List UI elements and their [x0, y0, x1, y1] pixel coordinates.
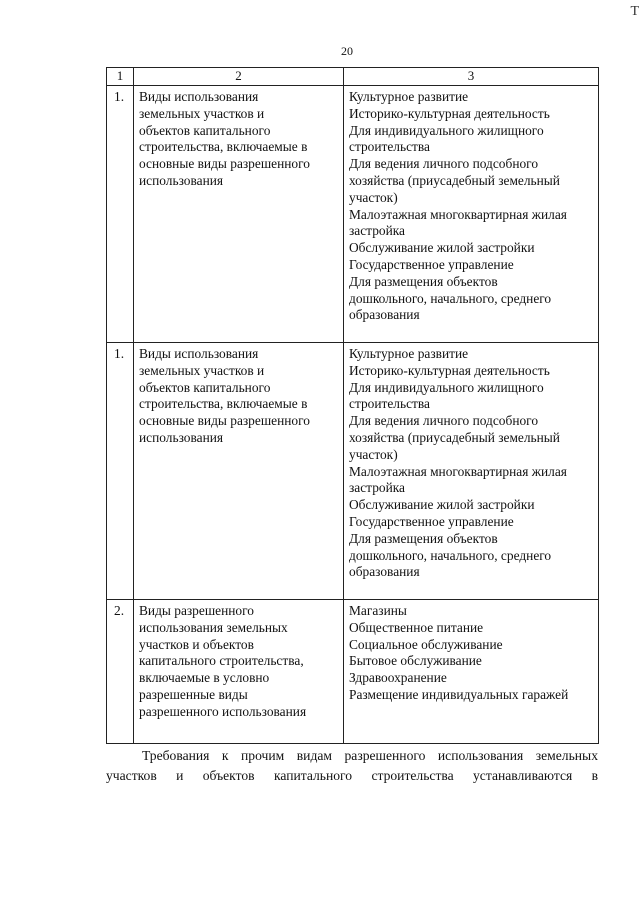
use-type-line: Размещение индивидуальных гаражей — [349, 686, 569, 702]
use-type-line: Малоэтажная многоквартирная жилая — [349, 206, 567, 222]
table-header-row — [107, 68, 599, 86]
category-line: включаемые в условно — [139, 670, 270, 686]
category-line: основные виды разрешенного — [139, 156, 310, 172]
use-type-line: застройка — [349, 223, 405, 239]
use-types-cell — [344, 343, 599, 600]
use-type-line: участок) — [349, 189, 398, 205]
category-line: участков и объектов — [139, 636, 254, 652]
use-type-line: Для размещения объектов — [349, 530, 498, 546]
use-type-line: Малоэтажная многоквартирная жилая — [349, 463, 567, 479]
header-cell-1: 1 — [107, 68, 134, 86]
use-type-line: Государственное управление — [349, 256, 514, 272]
use-type-line: Для ведения личного подсобного — [349, 156, 539, 172]
use-types-cell — [344, 86, 599, 343]
body-paragraph — [106, 746, 598, 786]
use-category-cell — [134, 600, 344, 744]
use-type-line: Для ведения личного подсобного — [349, 413, 539, 429]
use-category-cell — [134, 343, 344, 600]
use-type-line: Историко-культурная деятельность — [349, 105, 550, 121]
category-line: разрешенного использования — [139, 703, 307, 719]
use-type-line: Бытовое обслуживание — [349, 653, 482, 669]
use-type-line: Обслуживание жилой застройки — [349, 497, 535, 513]
use-category-cell — [134, 86, 344, 343]
category-line: земельных участков и — [139, 105, 265, 121]
use-type-line: Для размещения объектов — [349, 273, 498, 289]
use-type-line: образования — [349, 564, 420, 580]
use-type-line: Социальное обслуживание — [349, 636, 503, 652]
use-type-line: Общественное питание — [349, 619, 484, 635]
use-type-line: хозяйства (приусадебный земельный — [349, 172, 560, 188]
use-type-line: Для индивидуального жилищного — [349, 379, 544, 395]
use-type-line: Здравоохранение — [349, 670, 447, 686]
use-type-line: дошкольного, начального, среднего — [349, 290, 552, 306]
category-line: использования — [139, 429, 224, 445]
use-type-line: Государственное управление — [349, 513, 514, 529]
category-line: Виды использования — [139, 346, 259, 361]
category-line: строительства, включаемые в — [139, 396, 308, 412]
category-line: объектов капитального — [139, 379, 271, 395]
use-type-line: участок) — [349, 446, 398, 462]
row-number: 1. — [107, 343, 134, 600]
use-type-line: дошкольного, начального, среднего — [349, 547, 552, 563]
category-line: строительства, включаемые в — [139, 139, 308, 155]
table-row — [107, 343, 599, 600]
page-number: 20 — [341, 44, 353, 58]
category-line: капитального строительства, — [139, 653, 304, 669]
use-type-line: застройка — [349, 480, 405, 496]
use-type-line: строительства — [349, 139, 430, 155]
header-cell-2: 2 — [134, 68, 344, 86]
header-cell-3: 3 — [344, 68, 599, 86]
category-line: земельных участков и — [139, 362, 265, 378]
use-type-line: строительства — [349, 396, 430, 412]
use-type-line: Культурное развитие — [349, 89, 469, 104]
use-type-line: Культурное развитие — [349, 346, 469, 361]
category-line: использования земельных — [139, 619, 288, 635]
paragraph-line: Требования к прочим видам разрешенного использования земельных — [142, 748, 598, 763]
use-type-line: Обслуживание жилой застройки — [349, 240, 535, 256]
category-line: использования — [139, 172, 224, 188]
use-types-cell — [344, 600, 599, 744]
use-type-line: хозяйства (приусадебный земельный — [349, 429, 560, 445]
row-number: 2. — [107, 600, 134, 744]
category-line: Виды разрешенного — [139, 603, 254, 618]
category-line: Виды использования — [139, 89, 259, 104]
category-line: разрешенные виды — [139, 686, 248, 702]
category-line: объектов капитального — [139, 122, 271, 138]
corner-mark: T — [630, 4, 639, 19]
category-line: основные виды разрешенного — [139, 413, 310, 429]
table-row — [107, 86, 599, 343]
use-type-line: образования — [349, 307, 420, 323]
use-type-line: Историко-культурная деятельность — [349, 362, 550, 378]
use-type-line: Магазины — [349, 603, 407, 618]
row-number: 1. — [107, 86, 134, 343]
table-row — [107, 600, 599, 744]
land-use-table — [106, 67, 599, 744]
use-type-line: Для индивидуального жилищного — [349, 122, 544, 138]
paragraph-line: участков и объектов капитального строительства устанавливаются в — [106, 768, 598, 783]
